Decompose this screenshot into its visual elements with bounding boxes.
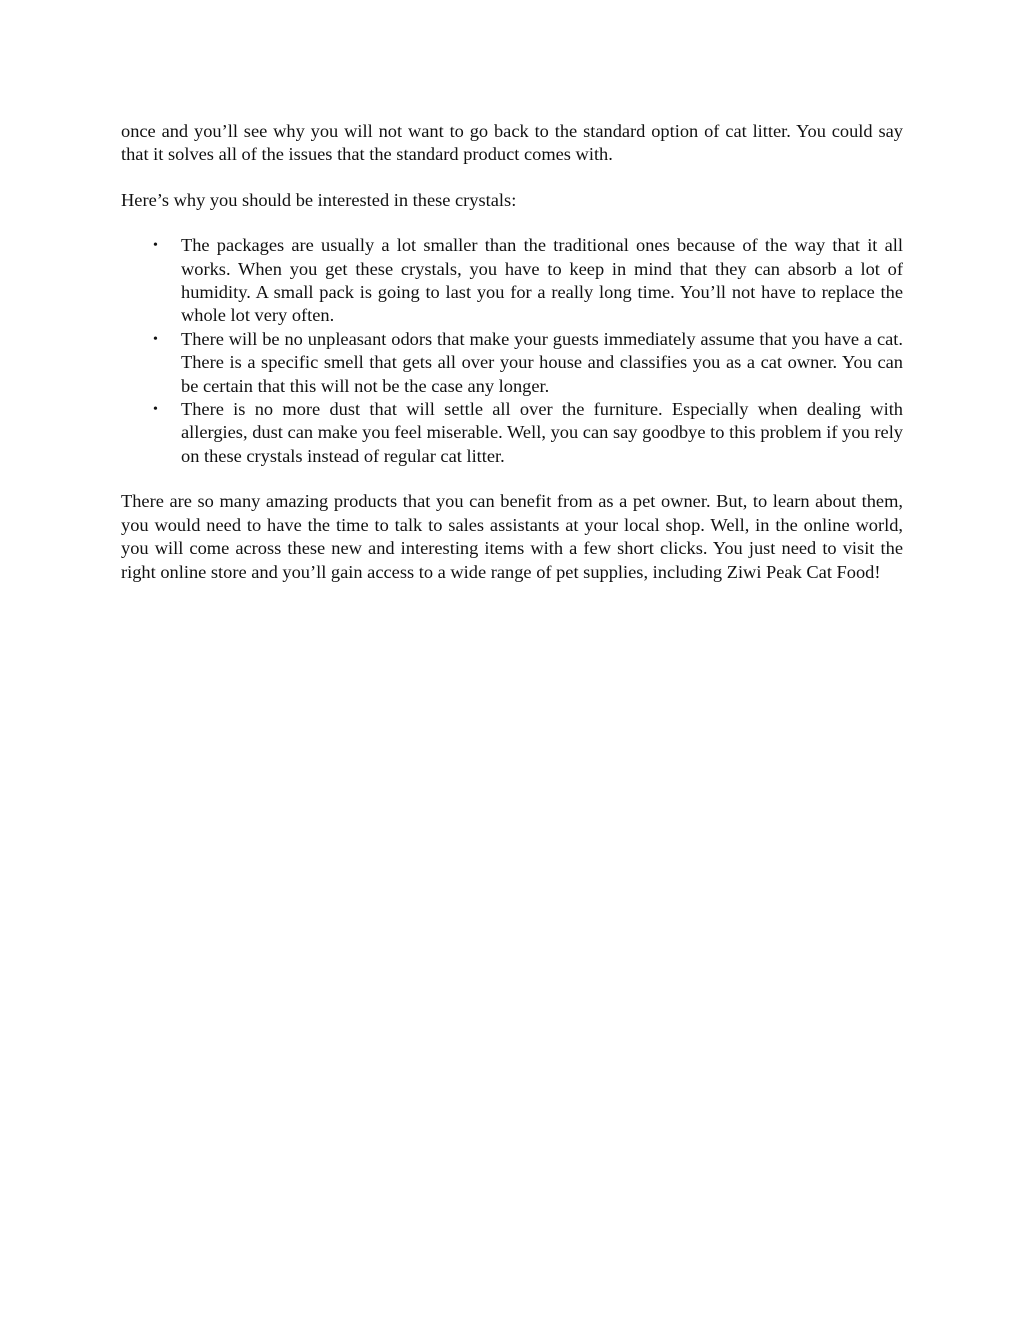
list-item (121, 234, 903, 328)
document-page (121, 120, 903, 606)
bullet-icon: • (153, 238, 158, 254)
list-item-text: There is no more dust that will settle all over the furniture. Especially when dealing with allergies, dust can make you feel miserable. Well, you can say goodbye to this problem if you rely on these crystals instead of regular cat litter. (181, 399, 903, 466)
closing-paragraph: There are so many amazing products that you can benefit from as a pet owner. But, to learn about them, you would need to have the time to talk to sales assistants at your local shop. Well, in the online world, you will come across these new and interesting items with a few short clicks. You just need to visit the right online store and you’ll gain access to a wide range of pet supplies, including Ziwi Peak Cat Food! (121, 491, 903, 582)
list-item (121, 328, 903, 398)
benefits-list (121, 234, 903, 468)
list-lead-paragraph: Here’s why you should be interested in these crystals: (121, 189, 517, 210)
bullet-icon: • (153, 331, 158, 347)
list-item-text: There will be no unpleasant odors that make your guests immediately assume that you have a cat. There is a specific smell that gets all over your house and classifies you as a cat owner. You can be certain that this will not be the case any longer. (181, 328, 903, 396)
list-item (121, 398, 903, 468)
bullet-icon: • (153, 402, 158, 418)
intro-paragraph: once and you’ll see why you will not want to go back to the standard option of cat litter. You could say that it solves all of the issues that the standard product comes with. (121, 121, 903, 165)
list-item-text: The packages are usually a lot smaller than the traditional ones because of the way that it all works. When you get these crystals, you have to keep in mind that they can absorb a lot of humidity. A small pack is going to last you for a really long time. You’ll not have to replace the whole lot very often. (181, 235, 903, 326)
